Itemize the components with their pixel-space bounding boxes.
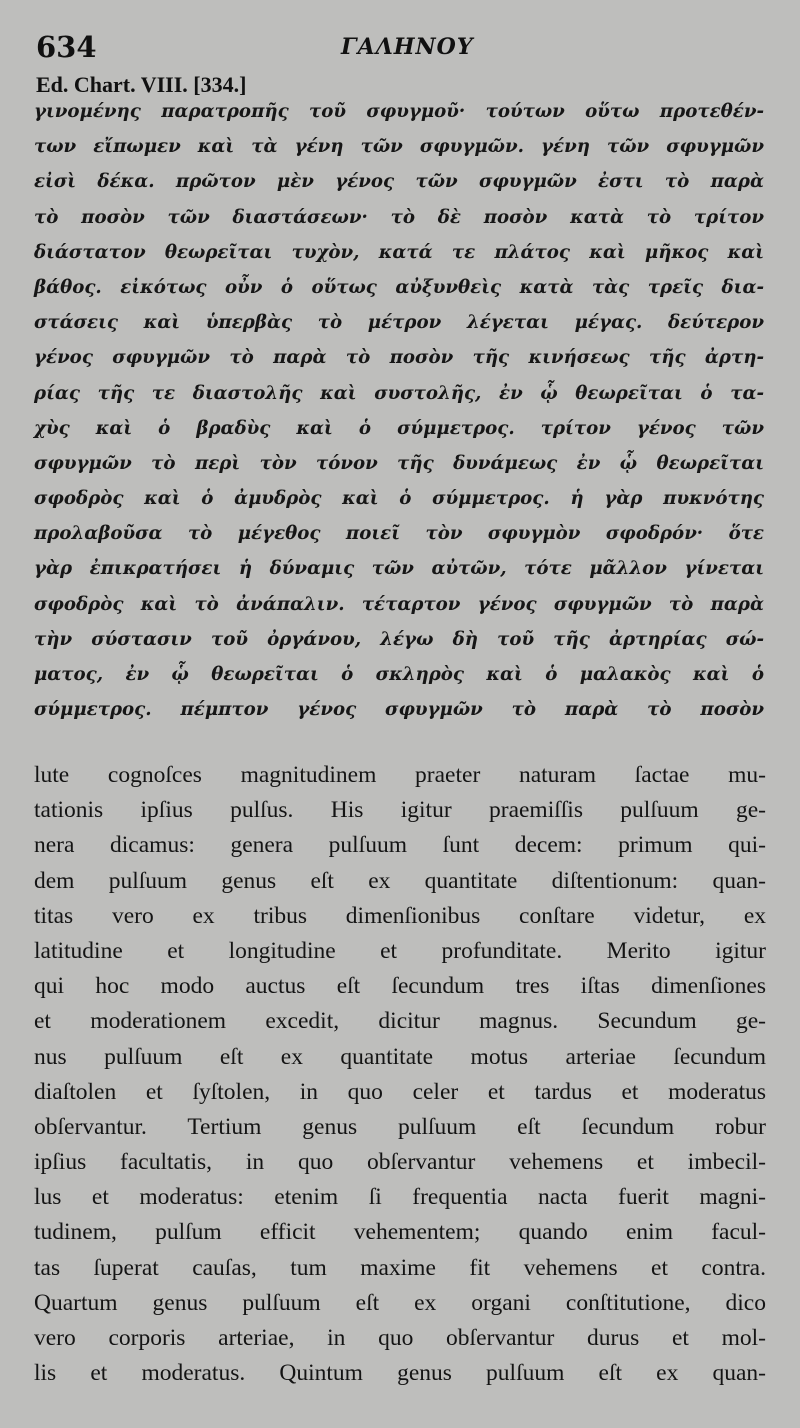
- latin-text-line: diaſtolen et ſyſtolen, in quo celer et tardus et moderatus: [34, 1078, 766, 1105]
- greek-text-line: σφοδρὸς καὶ ὁ ἀμυδρὸς καὶ ὁ σύμμετρος. ἡ γὰρ πυκνότης: [34, 488, 764, 510]
- greek-text-line: σφυγμῶν τὸ περὶ τὸν τόνον τῆς δυνάμεως ἐν ᾧ θεωρεῖται: [34, 452, 764, 474]
- latin-text-line: dem pulſuum genus eſt ex quantitate diſtentionum: quan-: [34, 867, 766, 894]
- latin-text-line: nera dicamus: genera pulſuum ſunt decem: primum qui-: [34, 832, 766, 859]
- latin-text-line: tas ſuperat cauſas, tum maxime fit vehemens et contra.: [34, 1254, 766, 1281]
- greek-text-line: των εἴπωμεν καὶ τὰ γένη τῶν σφυγμῶν. γένη τῶν σφυγμῶν: [34, 136, 764, 158]
- page-header: [36, 30, 768, 70]
- latin-text-line: qui hoc modo auctus eſt ſecundum tres iſtas dimenſiones: [34, 973, 766, 1000]
- greek-text-line: γένος σφυγμῶν τὸ παρὰ τὸ ποσὸν τῆς κινήσεως τῆς ἀρτη-: [34, 347, 764, 369]
- page-number: 634: [36, 30, 97, 64]
- latin-text-line: titas vero ex tribus dimenſionibus conſtare videtur, ex: [34, 902, 766, 929]
- greek-text-line: βάθος. εἰκότως οὖν ὁ οὕτως αὐξυνθεὶς κατὰ τὰς τρεῖς δια-: [34, 276, 764, 298]
- latin-text-line: tationis ipſius pulſus. His igitur praemiſſis pulſuum ge-: [34, 797, 766, 824]
- greek-text-line: εἰσὶ δέκα. πρῶτον μὲν γένος τῶν σφυγμῶν ἐστι τὸ παρὰ: [34, 171, 764, 193]
- greek-text-line: ματος, ἐν ᾧ θεωρεῖται ὁ σκληρὸς καὶ ὁ μαλακὸς καὶ ὁ: [34, 664, 764, 685]
- greek-text-line: τὴν σύστασιν τοῦ ὀργάνου, λέγω δὴ τοῦ τῆς ἀρτηρίας σώ-: [34, 628, 764, 650]
- latin-text-line: ipſius facultatis, in quo obſervantur vehemens et imbecil-: [34, 1149, 766, 1176]
- greek-text-line: διάστατον θεωρεῖται τυχὸν, κατά τε πλάτος καὶ μῆκος καὶ: [34, 241, 764, 263]
- latin-text-line: tudinem, pulſum efficit vehementem; quando enim facul-: [34, 1219, 766, 1246]
- greek-text-line: σφοδρὸς καὶ τὸ ἀνάπαλιν. τέταρτον γένος σφυγμῶν τὸ παρὰ: [34, 593, 764, 615]
- edition-reference: Ed. Chart. VIII. [334.]: [36, 72, 247, 97]
- greek-text-line: τὸ ποσὸν τῶν διαστάσεων· τὸ δὲ ποσὸν κατὰ τὸ τρίτον: [34, 206, 764, 228]
- latin-text-line: lus et moderatus: etenim ſi frequentia nacta fuerit magni-: [34, 1184, 766, 1211]
- greek-text-line: χὺς καὶ ὁ βραδὺς καὶ ὁ σύμμετρος. τρίτον γένος τῶν: [34, 417, 764, 439]
- latin-text-line: obſervantur. Tertium genus pulſuum eſt ſecundum robur: [34, 1113, 766, 1140]
- latin-text-line: Quartum genus pulſuum eſt ex organi conſtitutione, dico: [34, 1289, 766, 1316]
- greek-text-block: [34, 94, 764, 727]
- latin-text-line: vero corporis arteriae, in quo obſervantur durus et mol-: [34, 1325, 766, 1351]
- latin-text-line: latitudine et longitudine et profunditate. Merito igitur: [34, 937, 766, 964]
- greek-text-line: ρίας τῆς τε διαστολῆς καὶ συστολῆς, ἐν ᾧ θεωρεῖται ὁ τα-: [34, 382, 764, 404]
- latin-text-line: lis et moderatus. Quintum genus pulſuum eſt ex quan-: [34, 1360, 766, 1387]
- greek-text-line: γὰρ ἐπικρατήσει ἡ δύναμις τῶν αὐτῶν, τότε μᾶλλον γίνεται: [34, 558, 764, 580]
- greek-text-line: γινομένης παρατροπῆς τοῦ σφυγμοῦ· τούτων οὕτω προτεθέν-: [34, 101, 764, 122]
- latin-text-line: lute cognoſces magnitudinem praeter naturam ſactae mu-: [34, 762, 766, 788]
- latin-text-line: nus pulſuum eſt ex quantitate motus arteriae ſecundum: [34, 1043, 766, 1070]
- running-title: ΓΑΛΗΝΟΥ: [341, 34, 474, 60]
- greek-text-line: σύμμετρος. πέμπτον γένος σφυγμῶν τὸ παρὰ τὸ ποσὸν: [34, 699, 764, 721]
- greek-text-line: προλαβοῦσα τὸ μέγεθος ποιεῖ τὸν σφυγμὸν σφοδρόν· ὅτε: [34, 523, 764, 545]
- greek-text-line: στάσεις καὶ ὑπερβὰς τὸ μέτρον λέγεται μέγας. δεύτερον: [34, 312, 764, 334]
- latin-text-line: et moderationem excedit, dicitur magnus. Secundum ge-: [34, 1008, 766, 1035]
- latin-text-block: [34, 758, 766, 1391]
